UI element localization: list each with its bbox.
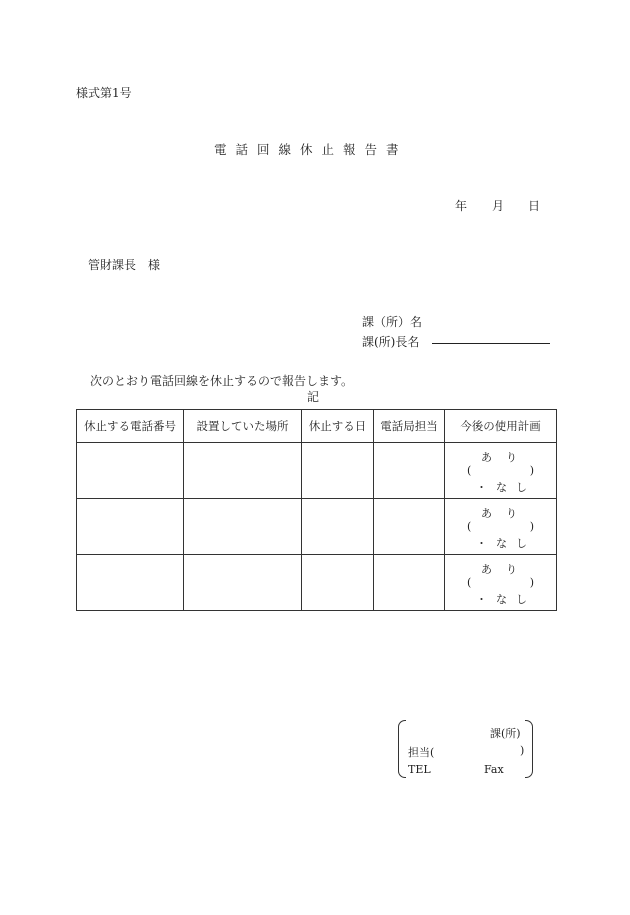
- form-number: 様式第1号: [76, 86, 132, 100]
- date-month-label: 月: [492, 199, 505, 213]
- contact-person-label: 担当(: [408, 746, 435, 759]
- table-row: [77, 443, 557, 499]
- plan-no-option[interactable]: ・なし: [476, 593, 536, 606]
- header-location: 設置していた場所: [184, 410, 302, 443]
- table-header-row: [77, 410, 557, 443]
- phone-office-cell[interactable]: [374, 499, 445, 555]
- contact-person-close: ): [520, 744, 525, 757]
- suspend-date-cell[interactable]: [302, 555, 374, 611]
- plan-paren-open: (: [467, 576, 472, 589]
- plan-paren-open: (: [467, 464, 472, 477]
- table-row: [77, 555, 557, 611]
- addressee: 管財課長 様: [88, 258, 161, 272]
- phone-number-cell[interactable]: [77, 555, 184, 611]
- department-name-label: 課（所）名: [362, 315, 423, 329]
- plan-paren-close: ): [529, 464, 534, 477]
- phone-number-cell[interactable]: [77, 443, 184, 499]
- header-phone-number: 休止する電話番号: [77, 410, 184, 443]
- left-bracket: [398, 720, 406, 778]
- location-cell[interactable]: [184, 443, 302, 499]
- right-bracket: [525, 720, 533, 778]
- statement-text: 次のとおり電話回線を休止するので報告します。: [90, 374, 354, 388]
- location-cell[interactable]: [184, 555, 302, 611]
- future-plan-cell[interactable]: [445, 443, 557, 499]
- plan-paren-open: (: [467, 520, 472, 533]
- plan-yes-option[interactable]: あり: [481, 451, 531, 464]
- plan-no-option[interactable]: ・なし: [476, 481, 536, 494]
- contact-fax-label: Fax: [484, 763, 504, 776]
- suspend-date-cell[interactable]: [302, 443, 374, 499]
- phone-number-cell[interactable]: [77, 499, 184, 555]
- plan-paren-close: ): [529, 520, 534, 533]
- header-suspend-date: 休止する日: [302, 410, 374, 443]
- phone-office-cell[interactable]: [374, 555, 445, 611]
- date-day-label: 日: [528, 199, 541, 213]
- document-title: 電話回線休止報告書: [214, 142, 408, 157]
- table-row: [77, 499, 557, 555]
- contact-dept-label: 課(所): [490, 727, 521, 740]
- contact-tel-label: TEL: [408, 763, 431, 776]
- suspend-date-cell[interactable]: [302, 499, 374, 555]
- phone-office-cell[interactable]: [374, 443, 445, 499]
- future-plan-cell[interactable]: [445, 499, 557, 555]
- date-year-label: 年: [455, 199, 468, 213]
- ki-label: 記: [307, 390, 320, 404]
- plan-paren-close: ): [529, 576, 534, 589]
- header-phone-office: 電話局担当: [374, 410, 445, 443]
- location-cell[interactable]: [184, 499, 302, 555]
- header-future-plan: 今後の使用計画: [445, 410, 557, 443]
- future-plan-cell[interactable]: [445, 555, 557, 611]
- chief-name-signature-line[interactable]: [432, 343, 550, 344]
- chief-name-label: 課(所)長名: [362, 335, 420, 349]
- report-table: [76, 409, 557, 611]
- plan-yes-option[interactable]: あり: [481, 507, 531, 520]
- contact-box: [398, 720, 533, 778]
- plan-no-option[interactable]: ・なし: [476, 537, 536, 550]
- plan-yes-option[interactable]: あり: [481, 563, 531, 576]
